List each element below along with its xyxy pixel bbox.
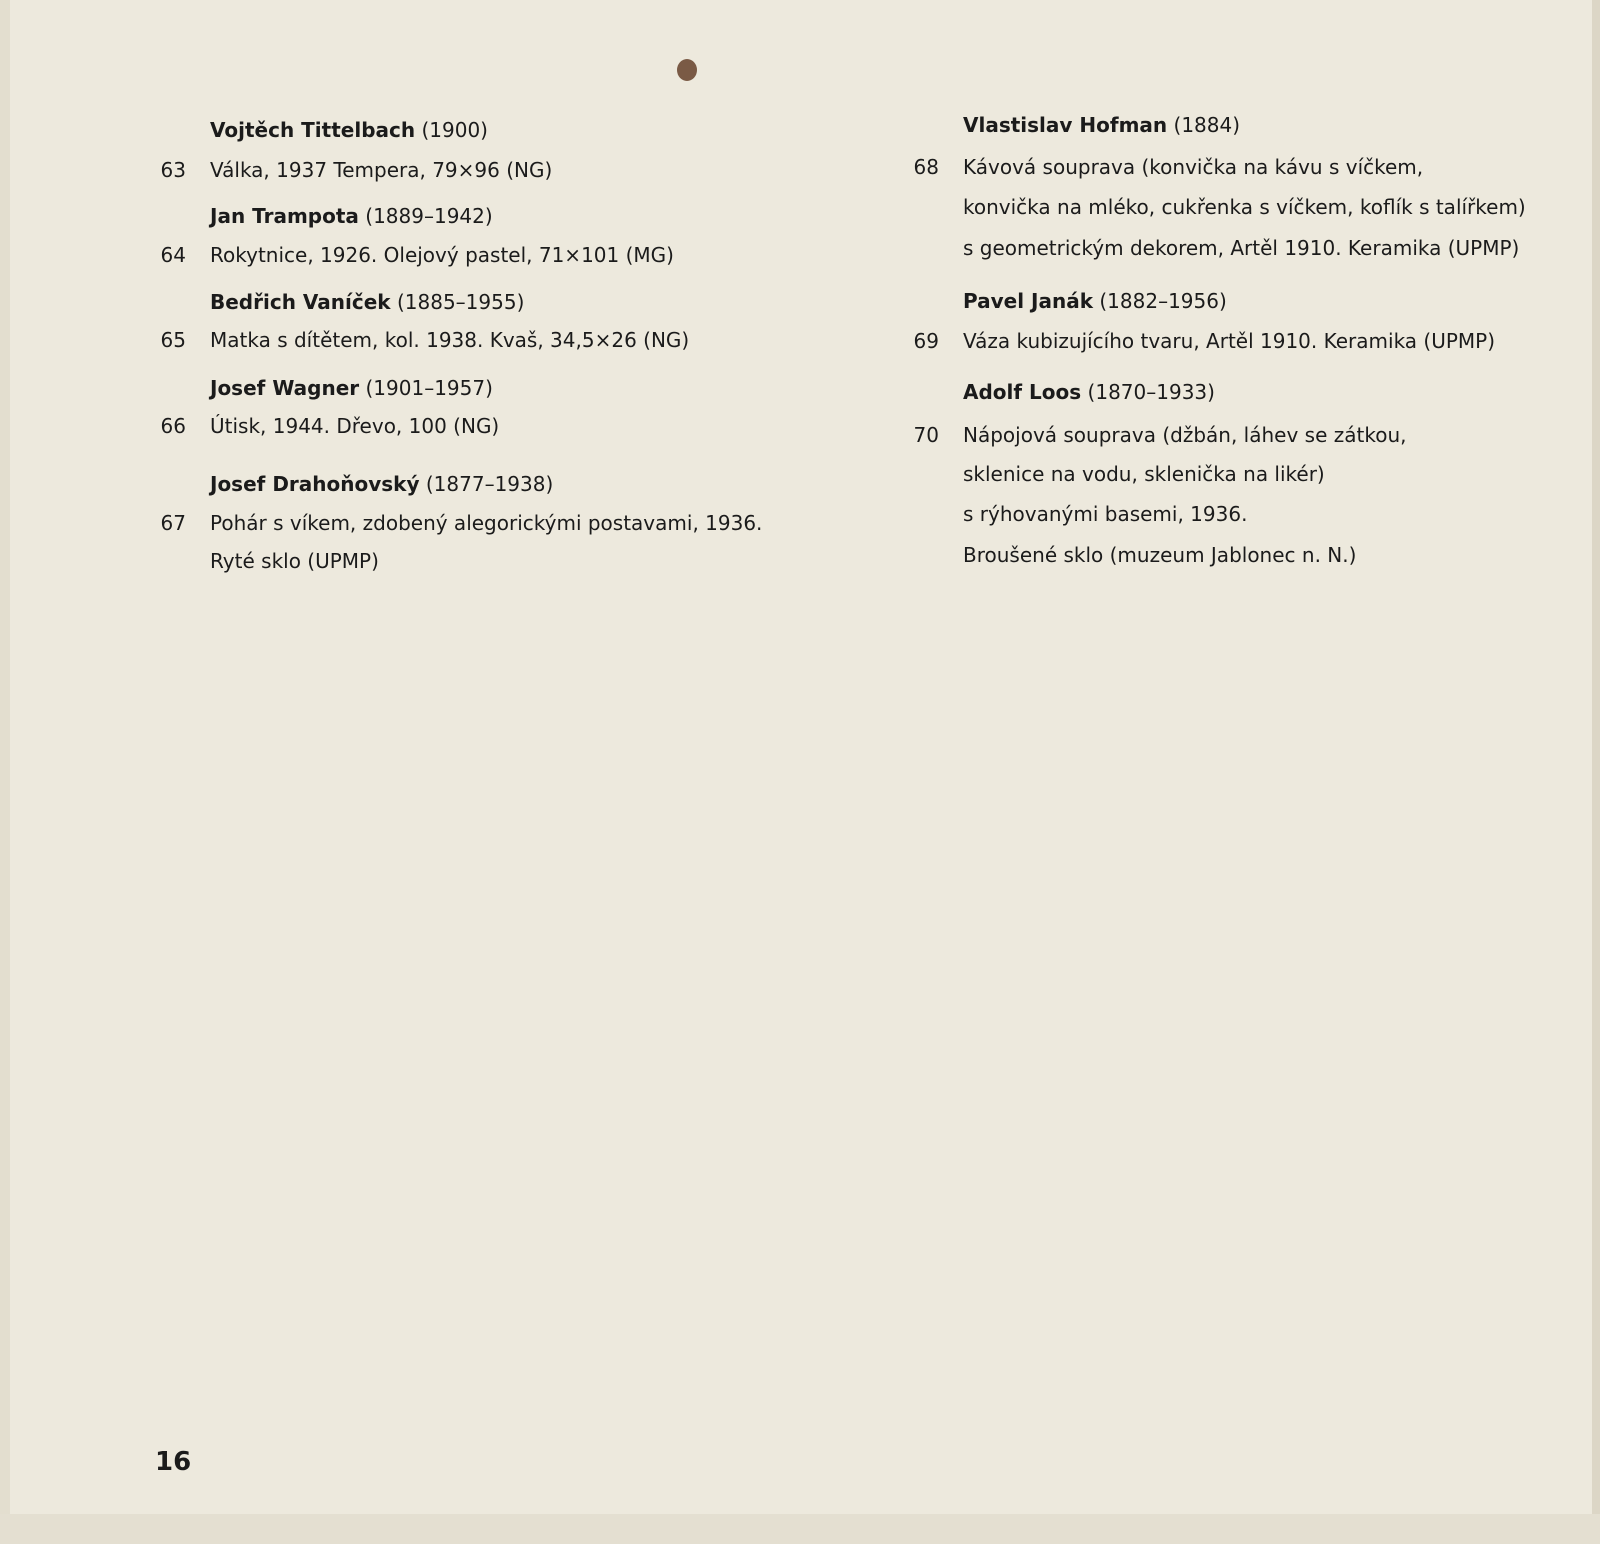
page-bottom-strip xyxy=(0,1514,1600,1544)
page-left-edge xyxy=(0,0,10,1544)
work-description: Útisk, 1944. Dřevo, 100 (NG) xyxy=(210,414,500,438)
artist-years: (1900) xyxy=(421,118,488,142)
paper-stain xyxy=(677,59,697,81)
artist-years: (1870–1933) xyxy=(1087,380,1215,404)
work-description: s rýhovanými basemi, 1936. xyxy=(963,502,1248,526)
artist-years: (1901–1957) xyxy=(365,376,493,400)
artist-heading xyxy=(210,118,488,142)
catalog-number: 67 xyxy=(160,511,186,535)
artist-name: Josef Wagner xyxy=(210,376,360,400)
work-description: Pohár s víkem, zdobený alegorickými postavami, 1936. xyxy=(210,511,763,535)
artist-name: Vlastislav Hofman xyxy=(963,113,1168,137)
work-description: sklenice na vodu, sklenička na likér) xyxy=(963,462,1325,486)
artist-years: (1884) xyxy=(1173,113,1241,137)
artist-heading xyxy=(963,289,1227,313)
catalog-number: 64 xyxy=(160,243,186,267)
artist-heading xyxy=(210,204,493,228)
artist-name: Vojtěch Tittelbach xyxy=(210,118,416,142)
catalog-number: 68 xyxy=(913,155,939,179)
work-description: Rokytnice, 1926. Olejový pastel, 71×101 (MG) xyxy=(210,243,674,267)
page-right-edge xyxy=(1592,0,1600,1544)
work-description: Ryté sklo (UPMP) xyxy=(210,549,379,573)
work-description: s geometrickým dekorem, Artěl 1910. Keramika (UPMP) xyxy=(963,236,1520,260)
catalog-number: 66 xyxy=(160,414,186,438)
work-description: Váza kubizujícího tvaru, Artěl 1910. Keramika (UPMP) xyxy=(963,329,1496,353)
artist-name: Adolf Loos xyxy=(963,380,1082,404)
work-description: Válka, 1937 Tempera, 79×96 (NG) xyxy=(210,158,553,182)
catalog-number: 63 xyxy=(160,158,186,182)
artist-name: Jan Trampota xyxy=(210,204,359,228)
artist-years: (1882–1956) xyxy=(1099,289,1227,313)
artist-name: Josef Drahoňovský xyxy=(210,472,420,496)
catalog-number: 70 xyxy=(913,423,939,447)
work-description: Nápojová souprava (džbán, láhev se zátkou, xyxy=(963,423,1407,447)
artist-name: Pavel Janák xyxy=(963,289,1094,313)
artist-heading xyxy=(210,376,493,400)
work-description: konvička na mléko, cukřenka s víčkem, koflík s talířkem) xyxy=(963,195,1526,219)
artist-heading xyxy=(963,113,1240,137)
work-description: Matka s dítětem, kol. 1938. Kvaš, 34,5×26 (NG) xyxy=(210,328,690,352)
page-number: 16 xyxy=(155,1447,192,1477)
catalog-number: 65 xyxy=(160,328,186,352)
artist-heading xyxy=(963,380,1215,404)
artist-heading xyxy=(210,290,524,314)
artist-name: Bedřich Vaníček xyxy=(210,290,391,314)
artist-years: (1889–1942) xyxy=(365,204,493,228)
work-description: Kávová souprava (konvička na kávu s víčkem, xyxy=(963,155,1424,179)
artist-heading xyxy=(210,472,553,496)
work-description: Broušené sklo (muzeum Jablonec n. N.) xyxy=(963,543,1357,567)
artist-years: (1877–1938) xyxy=(425,472,554,496)
catalog-number: 69 xyxy=(913,329,939,353)
artist-years: (1885–1955) xyxy=(396,290,525,314)
